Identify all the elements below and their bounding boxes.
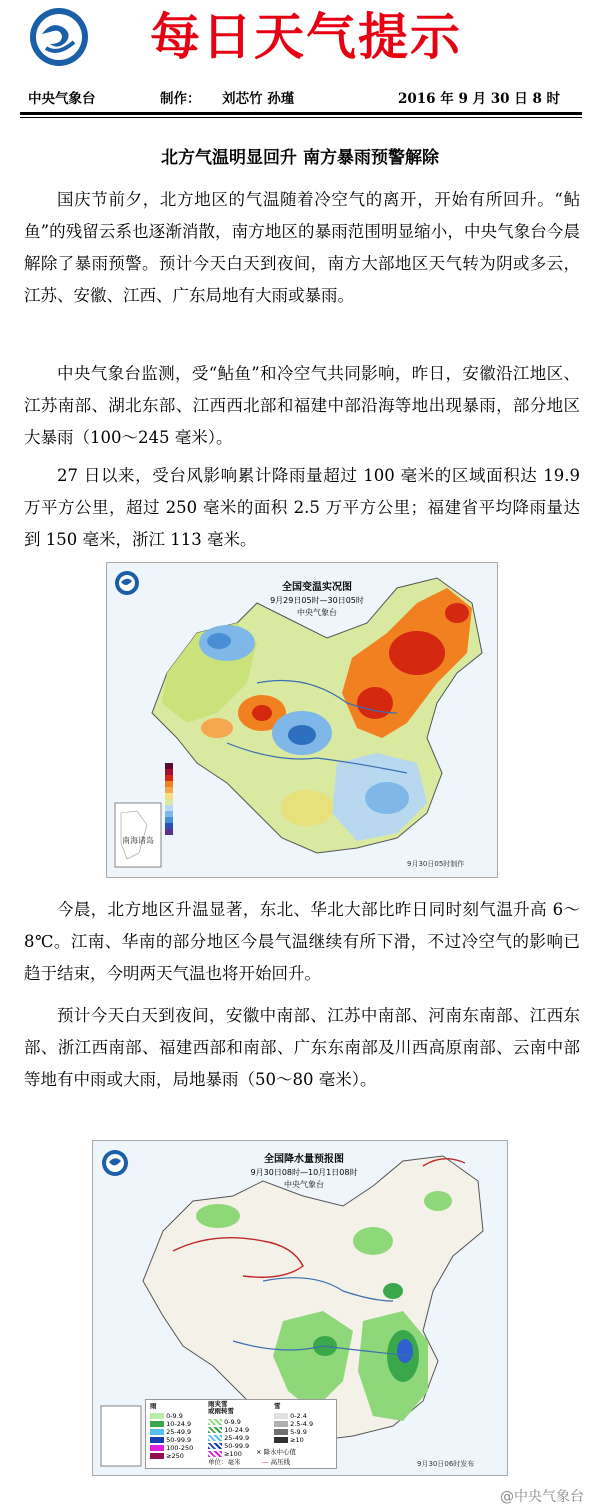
precipitation-legend: [145, 1399, 337, 1469]
header-divider-thin: [20, 117, 582, 118]
map2-title-block: [239, 1153, 369, 1191]
legend-note-line: — 高压线: [262, 1458, 291, 1466]
map1-title-block: [257, 581, 377, 619]
paragraph-3: 27 日以来，受台风影响累计降雨量超过 100 毫米的区域面积达 19.9 万平方公里，超过 250 毫米的面积 2.5 万平方公里；福建省平均降雨量达到 150 毫米，浙江 113 毫米。: [24, 466, 580, 549]
map1-inset-label: 南海诸岛: [122, 836, 154, 845]
page-title: 每日天气提示: [150, 7, 462, 66]
map2-title: 全国降水量预报图: [264, 1154, 344, 1165]
paragraph-1: 国庆节前夕，北方地区的气温随着冷空气的离开，开始有所回升。“鲇鱼”的残留云系也逐渐消散，南方地区的暴雨范围明显缩小，中央气象台今晨解除了暴雨预警。预计今天白天到夜间，南方大部地区天气转为阴或多云，江苏、安徽、江西、广东局地有大雨或暴雨。: [24, 190, 580, 305]
info-bar: [28, 88, 572, 110]
legend-rain-item: 0-9.9: [166, 1412, 183, 1420]
legend-note-line-text: 高压线: [270, 1458, 291, 1466]
legend-snow-header: 雪: [274, 1402, 281, 1410]
map2-agency: 中央气象台: [284, 1180, 324, 1189]
legend-mix-item: ≥100: [224, 1450, 242, 1458]
legend-note-center: × 降水中心值: [256, 1448, 297, 1456]
legend-note-center-text: 降水中心值: [263, 1448, 297, 1456]
map2-credit: 9月30日06时发布: [417, 1460, 475, 1468]
map1-agency: 中央气象台: [297, 608, 337, 617]
legend-mix-item: 50-99.9: [224, 1442, 250, 1450]
legend-rain-item: 50-99.9: [166, 1436, 192, 1444]
author-names: 刘芯竹 孙瑾: [222, 91, 295, 107]
legend-mix-item: 0-9.9: [224, 1418, 241, 1426]
legend-rain-item: 10-24.9: [166, 1420, 192, 1428]
header-divider-thick: [20, 112, 582, 115]
legend-mix-header: 雨夹雪 或雨转雪: [208, 1400, 234, 1415]
paragraph-5: 预计今天白天到夜间，安徽中南部、江苏中南部、河南东南部、江西东部、浙江西南部、福建西部和南部、广东东南部及川西高原南部、云南中部等地有中雨或大雨，局地暴雨（50～80 毫米）。: [24, 1006, 580, 1089]
temperature-change-map: [106, 562, 498, 878]
legend-snow-item: ≥10: [290, 1436, 304, 1444]
legend-mix-list: [208, 1418, 249, 1458]
header: [0, 0, 600, 88]
paragraph-4: 今晨，北方地区升温显著，东北、华北大部比昨日同时刻气温升高 6～8℃。江南、华南的部分地区今晨气温继续有所下滑，不过冷空气的影响已趋于结束，今明两天气温也将开始回升。: [24, 900, 580, 983]
cma-logo-icon: [28, 6, 90, 68]
legend-snow-item: 5-9.9: [290, 1428, 307, 1436]
legend-snow-item: 0-2.4: [290, 1412, 307, 1420]
legend-rain-item: 100-250: [166, 1444, 194, 1452]
watermark: @中央气象台: [500, 1489, 584, 1505]
legend-rain-header: 雨: [150, 1402, 157, 1410]
publish-date: 2016 年 9 月 30 日 8 时: [398, 91, 561, 107]
legend-rain-list: [150, 1412, 193, 1460]
legend-mix-item: 10-24.9: [224, 1426, 250, 1434]
legend-rain-item: 25-49.9: [166, 1428, 192, 1436]
article-headline: 北方气温明显回升 南方暴雨预警解除: [161, 148, 439, 168]
legend-mix-item: 25-49.9: [224, 1434, 250, 1442]
map1-credit: 9月30日05时制作: [407, 860, 465, 868]
precipitation-forecast-map: [92, 1140, 508, 1476]
paragraph-2: 中央气象台监测，受“鲇鱼”和冷空气共同影响，昨日，安徽沿江地区、江苏南部、湖北东部、江西西北部和福建中部沿海等地出现暴雨，部分地区大暴雨（100～245 毫米）。: [24, 364, 580, 447]
legend-rain-item: ≥250: [166, 1452, 184, 1460]
legend-note-unit: 单位：毫米: [208, 1458, 241, 1466]
map2-period: 9月30日08时—10月1日08时: [250, 1168, 358, 1177]
agency-name: 中央气象台: [28, 91, 96, 107]
legend-snow-list: [274, 1412, 313, 1444]
author-label: 制作：: [160, 91, 201, 107]
legend-snow-item: 2.5-4.9: [290, 1420, 314, 1428]
map1-period: 9月29日05时—30日05时: [270, 596, 364, 605]
map1-title: 全国变温实况图: [282, 582, 352, 593]
